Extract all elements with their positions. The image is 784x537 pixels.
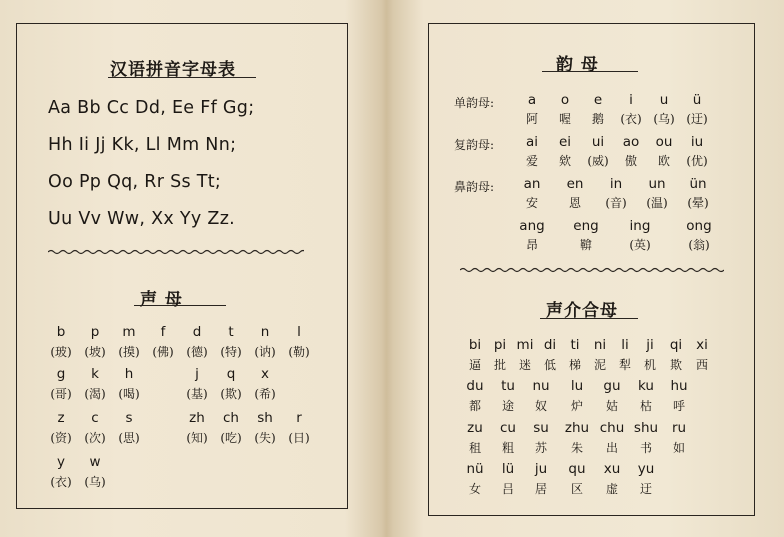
medial-ju: ju: [534, 461, 548, 477]
finals-label-simple: 单韵母:: [454, 96, 495, 110]
final-i: i: [629, 92, 633, 108]
initial-m-char: (摸): [118, 345, 140, 359]
final-in: in: [609, 176, 623, 192]
medial-zhu: zhu: [564, 420, 590, 436]
medial-zhu-char: 朱: [570, 441, 583, 455]
initial-q-char: (欺): [220, 387, 242, 401]
initial-q: q: [226, 366, 236, 382]
initial-k-char: (渴): [84, 387, 106, 401]
medial-qu-char: 区: [570, 482, 583, 496]
initial-z: z: [57, 410, 65, 426]
medial-tu: tu: [501, 378, 515, 394]
medial-li-char: 犁: [618, 358, 631, 372]
initial-c: c: [91, 410, 99, 426]
final-i-char: (衣): [620, 112, 642, 126]
initial-n-char: (讷): [254, 345, 276, 359]
medial-hu: hu: [670, 378, 688, 394]
final-en: en: [566, 176, 584, 192]
medial-di: di: [543, 337, 557, 353]
medial-title-underline: [540, 318, 638, 319]
initial-b: b: [56, 324, 66, 340]
medial-ku-char: 枯: [639, 399, 652, 413]
initial-x-char: (希): [254, 387, 276, 401]
initial-w-char: (乌): [84, 475, 106, 489]
medial-nv-char: 女: [468, 482, 481, 496]
final-ing-char: (英): [629, 238, 651, 252]
finals-title-underline: [542, 71, 638, 72]
medial-bi-char: 逼: [468, 358, 481, 372]
initial-t: t: [228, 324, 234, 340]
initial-t-char: (特): [220, 345, 242, 359]
medial-di-char: 低: [543, 358, 556, 372]
medial-lv-char: 吕: [501, 482, 514, 496]
final-ai: ai: [525, 134, 539, 150]
medial-su-char: 苏: [534, 441, 547, 455]
medial-yu-char: 迂: [639, 482, 652, 496]
medial-du-char: 都: [468, 399, 481, 413]
initial-w: w: [89, 454, 101, 470]
initial-h-char: (喝): [118, 387, 140, 401]
initial-r: r: [296, 410, 302, 426]
finals-title: 韵 母: [556, 55, 599, 75]
medial-nu: nu: [532, 378, 550, 394]
medial-ni: ni: [593, 337, 607, 353]
alphabet-row-1: Aa Bb Cc Dd, Ee Ff Gg;: [48, 98, 255, 118]
medial-cu: cu: [500, 420, 516, 436]
alphabet-row-4: Uu Vv Ww, Xx Yy Zz.: [48, 209, 236, 229]
medial-lv: lü: [501, 461, 515, 477]
initial-r-char: (日): [288, 431, 310, 445]
medial-ku: ku: [638, 378, 654, 394]
initial-d-char: (德): [186, 345, 208, 359]
final-a: a: [527, 92, 537, 108]
medial-nu-char: 奴: [534, 399, 547, 413]
final-ing: ing: [629, 218, 651, 234]
final-vn-char: (晕): [687, 196, 709, 210]
medial-ru: ru: [671, 420, 687, 436]
alphabet-row-3: Oo Pp Qq, Rr Ss Tt;: [48, 172, 222, 192]
medial-ni-char: 泥: [593, 358, 606, 372]
medial-mi: mi: [516, 337, 534, 353]
initials-title-underline: [134, 305, 226, 306]
medial-xi: xi: [696, 337, 708, 353]
initial-m: m: [122, 324, 136, 340]
initials-title: 声 母: [140, 290, 183, 310]
final-eng-char: 鞥: [579, 238, 592, 252]
medial-zu: zu: [467, 420, 483, 436]
initial-l: l: [297, 324, 301, 340]
medial-ru-char: 如: [672, 441, 685, 455]
initial-j: j: [195, 366, 199, 382]
initial-ch: ch: [223, 410, 239, 426]
medial-hu-char: 呼: [672, 399, 685, 413]
final-u: u: [659, 92, 669, 108]
final-e-char: 鹅: [591, 112, 604, 126]
initial-sh: sh: [257, 410, 273, 426]
medial-xu: xu: [603, 461, 621, 477]
initial-y: y: [57, 454, 65, 470]
wavy-divider-right: [460, 266, 724, 274]
medial-pi-char: 批: [493, 358, 506, 372]
initial-g: g: [56, 366, 66, 382]
medial-cu-char: 粗: [501, 441, 514, 455]
initial-j-char: (基): [186, 387, 208, 401]
medial-mi-char: 迷: [518, 358, 531, 372]
final-un: un: [648, 176, 666, 192]
final-v: ü: [692, 92, 702, 108]
final-ou: ou: [655, 134, 673, 150]
initial-s: s: [125, 410, 133, 426]
final-un-char: (温): [646, 196, 668, 210]
medial-qi-char: 欺: [669, 358, 682, 372]
final-ui-char: (威): [587, 154, 609, 168]
final-v-char: (迂): [686, 112, 708, 126]
initial-z-char: (资): [50, 431, 72, 445]
initial-p-char: (坡): [84, 345, 106, 359]
final-o-char: 喔: [558, 112, 571, 126]
final-e: e: [593, 92, 603, 108]
medial-li: li: [621, 337, 629, 353]
medial-shu-char: 书: [639, 441, 652, 455]
initial-ch-char: (吃): [220, 431, 242, 445]
alphabet-title: 汉语拼音字母表: [110, 60, 236, 80]
initial-s-char: (思): [118, 431, 140, 445]
final-vn: ün: [689, 176, 707, 192]
final-ang-char: 昂: [525, 238, 538, 252]
medial-ji: ji: [646, 337, 654, 353]
medial-chu: chu: [599, 420, 625, 436]
final-u-char: (乌): [653, 112, 675, 126]
medial-yu: yu: [637, 461, 655, 477]
final-ei: ei: [558, 134, 572, 150]
medial-tu-char: 途: [501, 399, 514, 413]
medial-qu: qu: [568, 461, 586, 477]
final-in-char: (音): [605, 196, 627, 210]
medial-xi-char: 西: [695, 358, 708, 372]
medial-lu: lu: [570, 378, 584, 394]
medial-ti: ti: [570, 337, 580, 353]
initial-h: h: [124, 366, 134, 382]
initial-zh: zh: [189, 410, 205, 426]
final-ui: ui: [591, 134, 605, 150]
final-an-char: 安: [525, 196, 538, 210]
finals-label-compound: 复韵母:: [454, 138, 495, 152]
final-ou-char: 欧: [657, 154, 670, 168]
initial-zh-char: (知): [186, 431, 208, 445]
medial-gu-char: 姑: [605, 399, 618, 413]
medial-chu-char: 出: [605, 441, 618, 455]
final-a-char: 阿: [525, 112, 538, 126]
medial-bi: bi: [468, 337, 482, 353]
medial-gu: gu: [603, 378, 621, 394]
initial-n: n: [260, 324, 270, 340]
medial-qi: qi: [669, 337, 683, 353]
final-o: o: [560, 92, 570, 108]
medial-zu-char: 租: [468, 441, 481, 455]
initial-f-char: (佛): [152, 345, 174, 359]
medial-su: su: [533, 420, 549, 436]
alphabet-title-underline: [108, 77, 256, 78]
final-ong-char: (翁): [688, 238, 710, 252]
medial-ji-char: 机: [643, 358, 656, 372]
final-ai-char: 爱: [525, 154, 538, 168]
medial-ju-char: 居: [534, 482, 547, 496]
final-en-char: 恩: [568, 196, 581, 210]
medial-nv: nü: [466, 461, 484, 477]
initial-y-char: (衣): [50, 475, 72, 489]
initial-f: f: [160, 324, 166, 340]
medial-pi: pi: [493, 337, 507, 353]
initial-b-char: (玻): [50, 345, 72, 359]
initial-x: x: [261, 366, 269, 382]
final-iu: iu: [690, 134, 704, 150]
final-ao: ao: [622, 134, 640, 150]
final-ong: ong: [686, 218, 712, 234]
initial-p: p: [90, 324, 100, 340]
medial-du: du: [466, 378, 484, 394]
initial-sh-char: (失): [254, 431, 276, 445]
initial-c-char: (次): [84, 431, 106, 445]
final-ao-char: 傲: [624, 154, 637, 168]
final-iu-char: (优): [686, 154, 708, 168]
final-an: an: [523, 176, 541, 192]
final-eng: eng: [573, 218, 599, 234]
medial-ti-char: 梯: [568, 358, 581, 372]
final-ang: ang: [519, 218, 545, 234]
initial-l-char: (勒): [288, 345, 310, 359]
medial-xu-char: 虚: [605, 482, 618, 496]
medial-title: 声介合母: [546, 301, 618, 321]
alphabet-row-2: Hh Ii Jj Kk, Ll Mm Nn;: [48, 135, 237, 155]
initial-k: k: [91, 366, 99, 382]
initial-g-char: (哥): [50, 387, 72, 401]
final-ei-char: 欸: [558, 154, 571, 168]
finals-label-nasal: 鼻韵母:: [454, 180, 495, 194]
wavy-divider-left: [48, 248, 304, 256]
initial-d: d: [192, 324, 202, 340]
medial-lu-char: 炉: [570, 399, 583, 413]
medial-shu: shu: [633, 420, 659, 436]
